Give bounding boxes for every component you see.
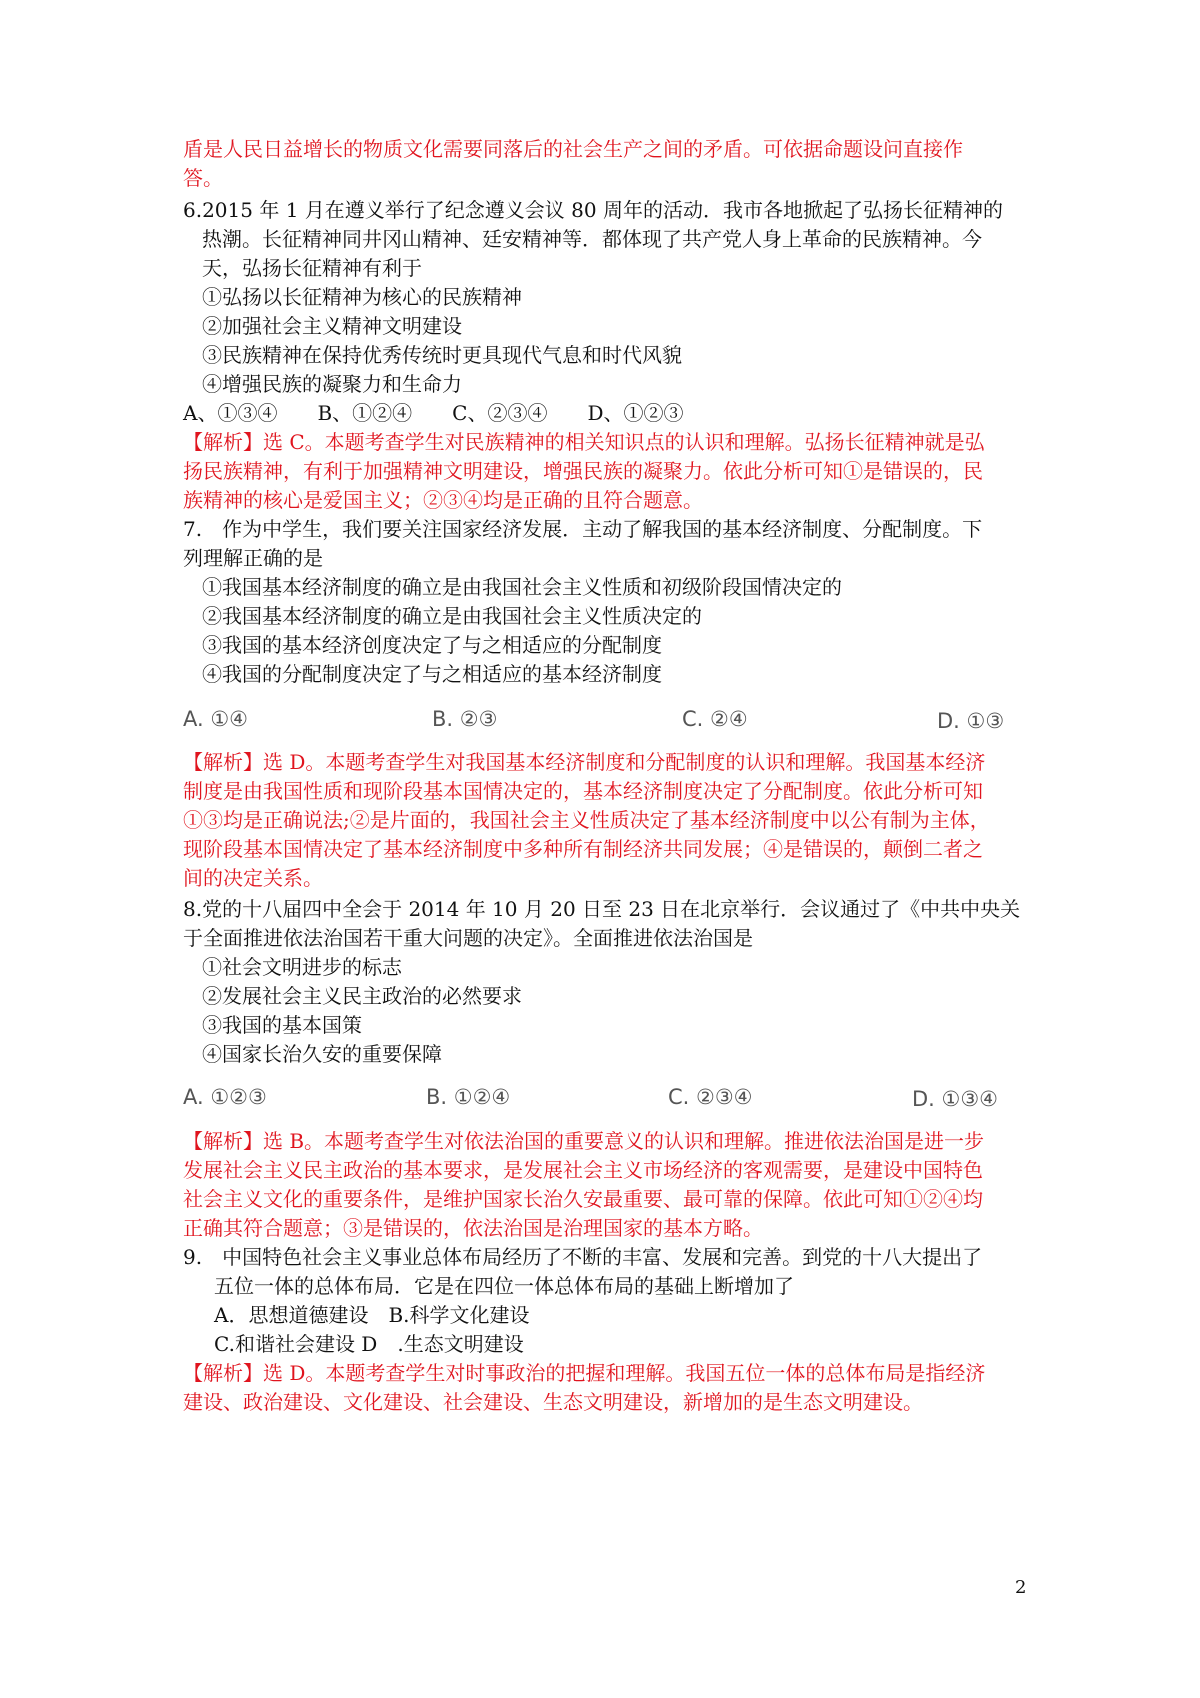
q8-option-a: A. ①②③ [183,1085,267,1109]
q7-analysis-line: 现阶段基本国情决定了基本经济制度中多种所有制经济共同发展；④是错误的，颠倒二者之 [183,837,983,861]
q6-stem-line: 热潮。长征精神同井冈山精神、廷安精神等．都体现了共产党人身上革命的民族精神。今 [202,227,982,251]
q6-stem-line: 天，弘扬长征精神有利于 [202,256,422,280]
q9-options-line: C.和谐社会建设 D .生态文明建设 [214,1332,524,1356]
q7-item: ①我国基本经济制度的确立是由我国社会主义性质和初级阶段国情决定的 [202,575,842,599]
q7-option-c: C. ②④ [682,707,748,731]
q7-item: ②我国基本经济制度的确立是由我国社会主义性质决定的 [202,604,702,628]
q8-stem-line: 于全面推进依法治国若干重大问题的决定》。全面推进依法治国是 [183,926,753,950]
q8-item: ②发展社会主义民主政治的必然要求 [202,984,522,1008]
q7-stem-line: 7. 作为中学生，我们要关注国家经济发展．主动了解我国的基本经济制度、分配制度。下 [183,517,983,541]
q7-item: ④我国的分配制度决定了与之相适应的基本经济制度 [202,662,662,686]
q6-analysis-line: 【解析】选 C。本题考查学生对民族精神的相关知识点的认识和理解。弘扬长征精神就是弘 [183,430,985,454]
q6-options: A、①③④ B、①②④ C、②③④ D、①②③ [183,401,684,425]
q7-stem-line: 列理解正确的是 [183,546,323,570]
page-number: 2 [1015,1577,1027,1598]
q8-analysis-line: 【解析】选 B。本题考查学生对依法治国的重要意义的认识和理解。推进依法治国是进一步 [183,1129,985,1153]
q8-analysis-line: 正确其符合题意；③是错误的，依法治国是治理国家的基本方略。 [183,1216,763,1240]
q7-item: ③我国的基本经济创度决定了与之相适应的分配制度 [202,633,662,657]
q9-options-line: A．思想道德建设 B.科学文化建设 [214,1303,530,1327]
q7-option-b: B. ②③ [432,707,498,731]
q8-item: ③我国的基本国策 [202,1013,362,1037]
q6-analysis-line: 扬民族精神，有利于加强精神文明建设，增强民族的凝聚力。依此分析可知①是错误的，民 [183,459,983,483]
q7-analysis-line: 制度是由我国性质和现阶段基本国情决定的，基本经济制度决定了分配制度。依此分析可知 [183,779,983,803]
q9-analysis-line: 【解析】选 D。本题考查学生对时事政治的把握和理解。我国五位一体的总体布局是指经济 [183,1361,986,1385]
q6-item: ④增强民族的凝聚力和生命力 [202,372,462,396]
q9-analysis-line: 建设、政治建设、文化建设、社会建设、生态文明建设，新增加的是生态文明建设。 [183,1390,923,1414]
q8-analysis-line: 社会主义文化的重要条件，是维护国家长治久安最重要、最可靠的保障。依此可知①②④均 [183,1187,983,1211]
q6-analysis-line: 族精神的核心是爱国主义；②③④均是正确的且符合题意。 [183,488,703,512]
q8-stem-line: 8.党的十八届四中全会于 2014 年 10 月 20 日至 23 日在北京举行．会议通过了《中共中央关 [183,897,1021,921]
q7-analysis-line: 间的决定关系。 [183,866,323,890]
q7-option-d: D. ①③ [937,709,1005,733]
q8-item: ④国家长治久安的重要保障 [202,1042,442,1066]
q8-item: ①社会文明进步的标志 [202,955,402,979]
q9-stem-line: 9. 中国特色社会主义事业总体布局经历了不断的丰富、发展和完善。到党的十八大提出了 [183,1245,983,1269]
q6-item: ③民族精神在保持优秀传统时更具现代气息和时代风貌 [202,343,682,367]
q6-item: ①弘扬以长征精神为核心的民族精神 [202,285,522,309]
q6-item: ②加强社会主义精神文明建设 [202,314,462,338]
q7-option-a: A. ①④ [183,707,248,731]
q7-analysis-line: 【解析】选 D。本题考查学生对我国基本经济制度和分配制度的认识和理解。我国基本经济 [183,750,986,774]
q8-option-c: C. ②③④ [668,1085,753,1109]
q8-option-b: B. ①②④ [426,1085,511,1109]
q7-analysis-line: ①③均是正确说法;②是片面的，我国社会主义性质决定了基本经济制度中以公有制为主体， [183,808,990,832]
intro-analysis-line: 答。 [183,166,223,190]
q6-stem-line: 6.2015 年 1 月在遵义举行了纪念遵义会议 80 周年的活动．我市各地掀起了弘扬长征精神的 [183,198,1003,222]
q9-stem-line: 五位一体的总体布局．它是在四位一体总体布局的基础上断增加了 [214,1274,794,1298]
intro-analysis-line: 盾是人民日益增长的物质文化需要同落后的社会生产之间的矛盾。可依据命题设问直接作 [183,137,963,161]
q8-analysis-line: 发展社会主义民主政治的基本要求，是发展社会主义市场经济的客观需要，是建设中国特色 [183,1158,983,1182]
q8-option-d: D. ①③④ [912,1087,998,1111]
